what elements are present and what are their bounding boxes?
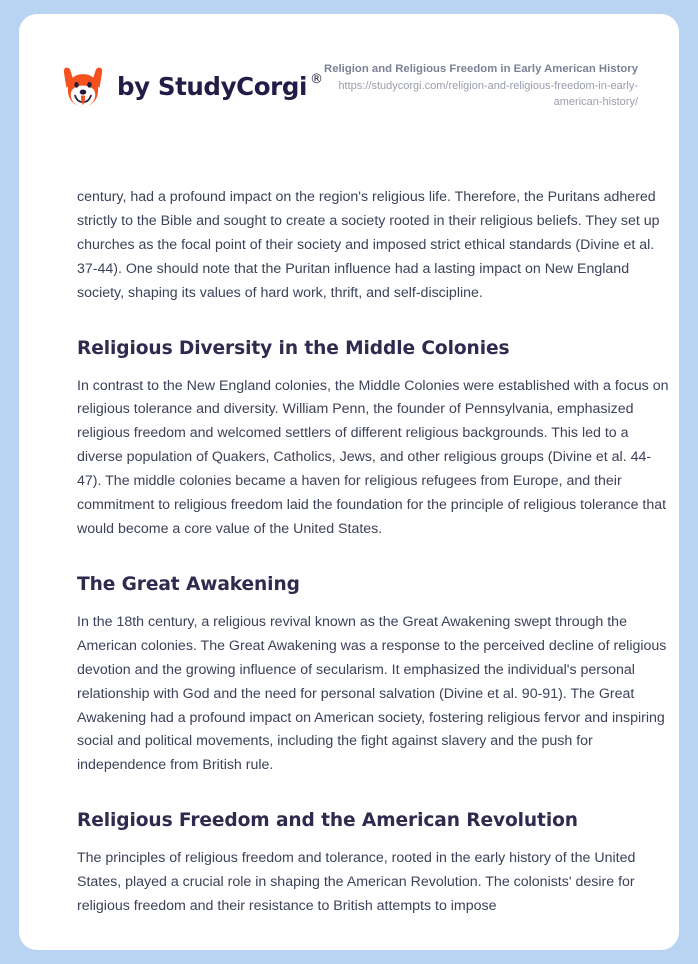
section-paragraph-3: The principles of religious freedom and tolerance, rooted in the early history of the United States, played a crucial role in shaping the American Revolution. The colonists' desire for religious freedom and their resistance to British attempts to impose xyxy=(77,850,636,915)
section-paragraph-1: In contrast to the New England colonies, the Middle Colonies were established with a focus on religious tolerance and diversity. William Penn, the founder of Pennsylvania, emphasized religious freedom and welcomed settlers of different religious backgrounds. This led to a diverse population of Quakers, Catholics, Jews, and other religious groups (Divine et al. 44-47). The middle colonies became a haven for religious refugees from Europe, and their commitment to religious freedom laid the foundation for the principle of religious tolerance that would become a core value of the United States. xyxy=(77,377,669,537)
section-heading-1: Religious Diversity in the Middle Colonies xyxy=(77,337,510,359)
document-header xyxy=(19,14,679,156)
document-title: Religion and Religious Freedom in Early American History xyxy=(324,62,638,75)
section-paragraph-2: In the 18th century, a religious revival known as the Great Awakening swept through the American colonies. The Great Awakening was a response to the perceived decline of religious devotion and the growing influence of secularism. It emphasized the individual's personal relationship with God and the need for personal salvation (Divine et al. 90-91). The Great Awakening had a profound impact on American society, fostering religious fervor and inspiring social and political movements, including the fight against slavery and the push for independence from British rule. xyxy=(77,613,667,774)
corgi-head-icon xyxy=(60,64,106,110)
document-meta xyxy=(323,61,638,111)
brand-wordmark xyxy=(117,71,323,101)
brand-name-text: by StudyCorgi xyxy=(117,71,307,101)
section-heading-3: Religious Freedom and the American Revolution xyxy=(77,810,578,832)
section-heading-2: The Great Awakening xyxy=(77,573,300,595)
intro-paragraph: century, had a profound impact on the region's religious life. Therefore, the Puritans adhered strictly to the Bible and sought to create a society rooted in their religious beliefs. They set up churches as the focal point of their society and imposed strict ethical standards (Divine et al. 37-44). One should note that the Puritan influence had a lasting impact on New England society, shaping its values of hard work, thrift, and self-discipline. xyxy=(77,189,660,301)
studycorgi-brand[interactable] xyxy=(60,64,323,110)
article-body xyxy=(77,186,671,919)
document-url[interactable]: https://studycorgi.com/religion-and-religious-freedom-in-early-american-history/ xyxy=(338,80,638,109)
registered-trademark-symbol: ® xyxy=(309,71,323,87)
document-page-card xyxy=(19,14,679,950)
